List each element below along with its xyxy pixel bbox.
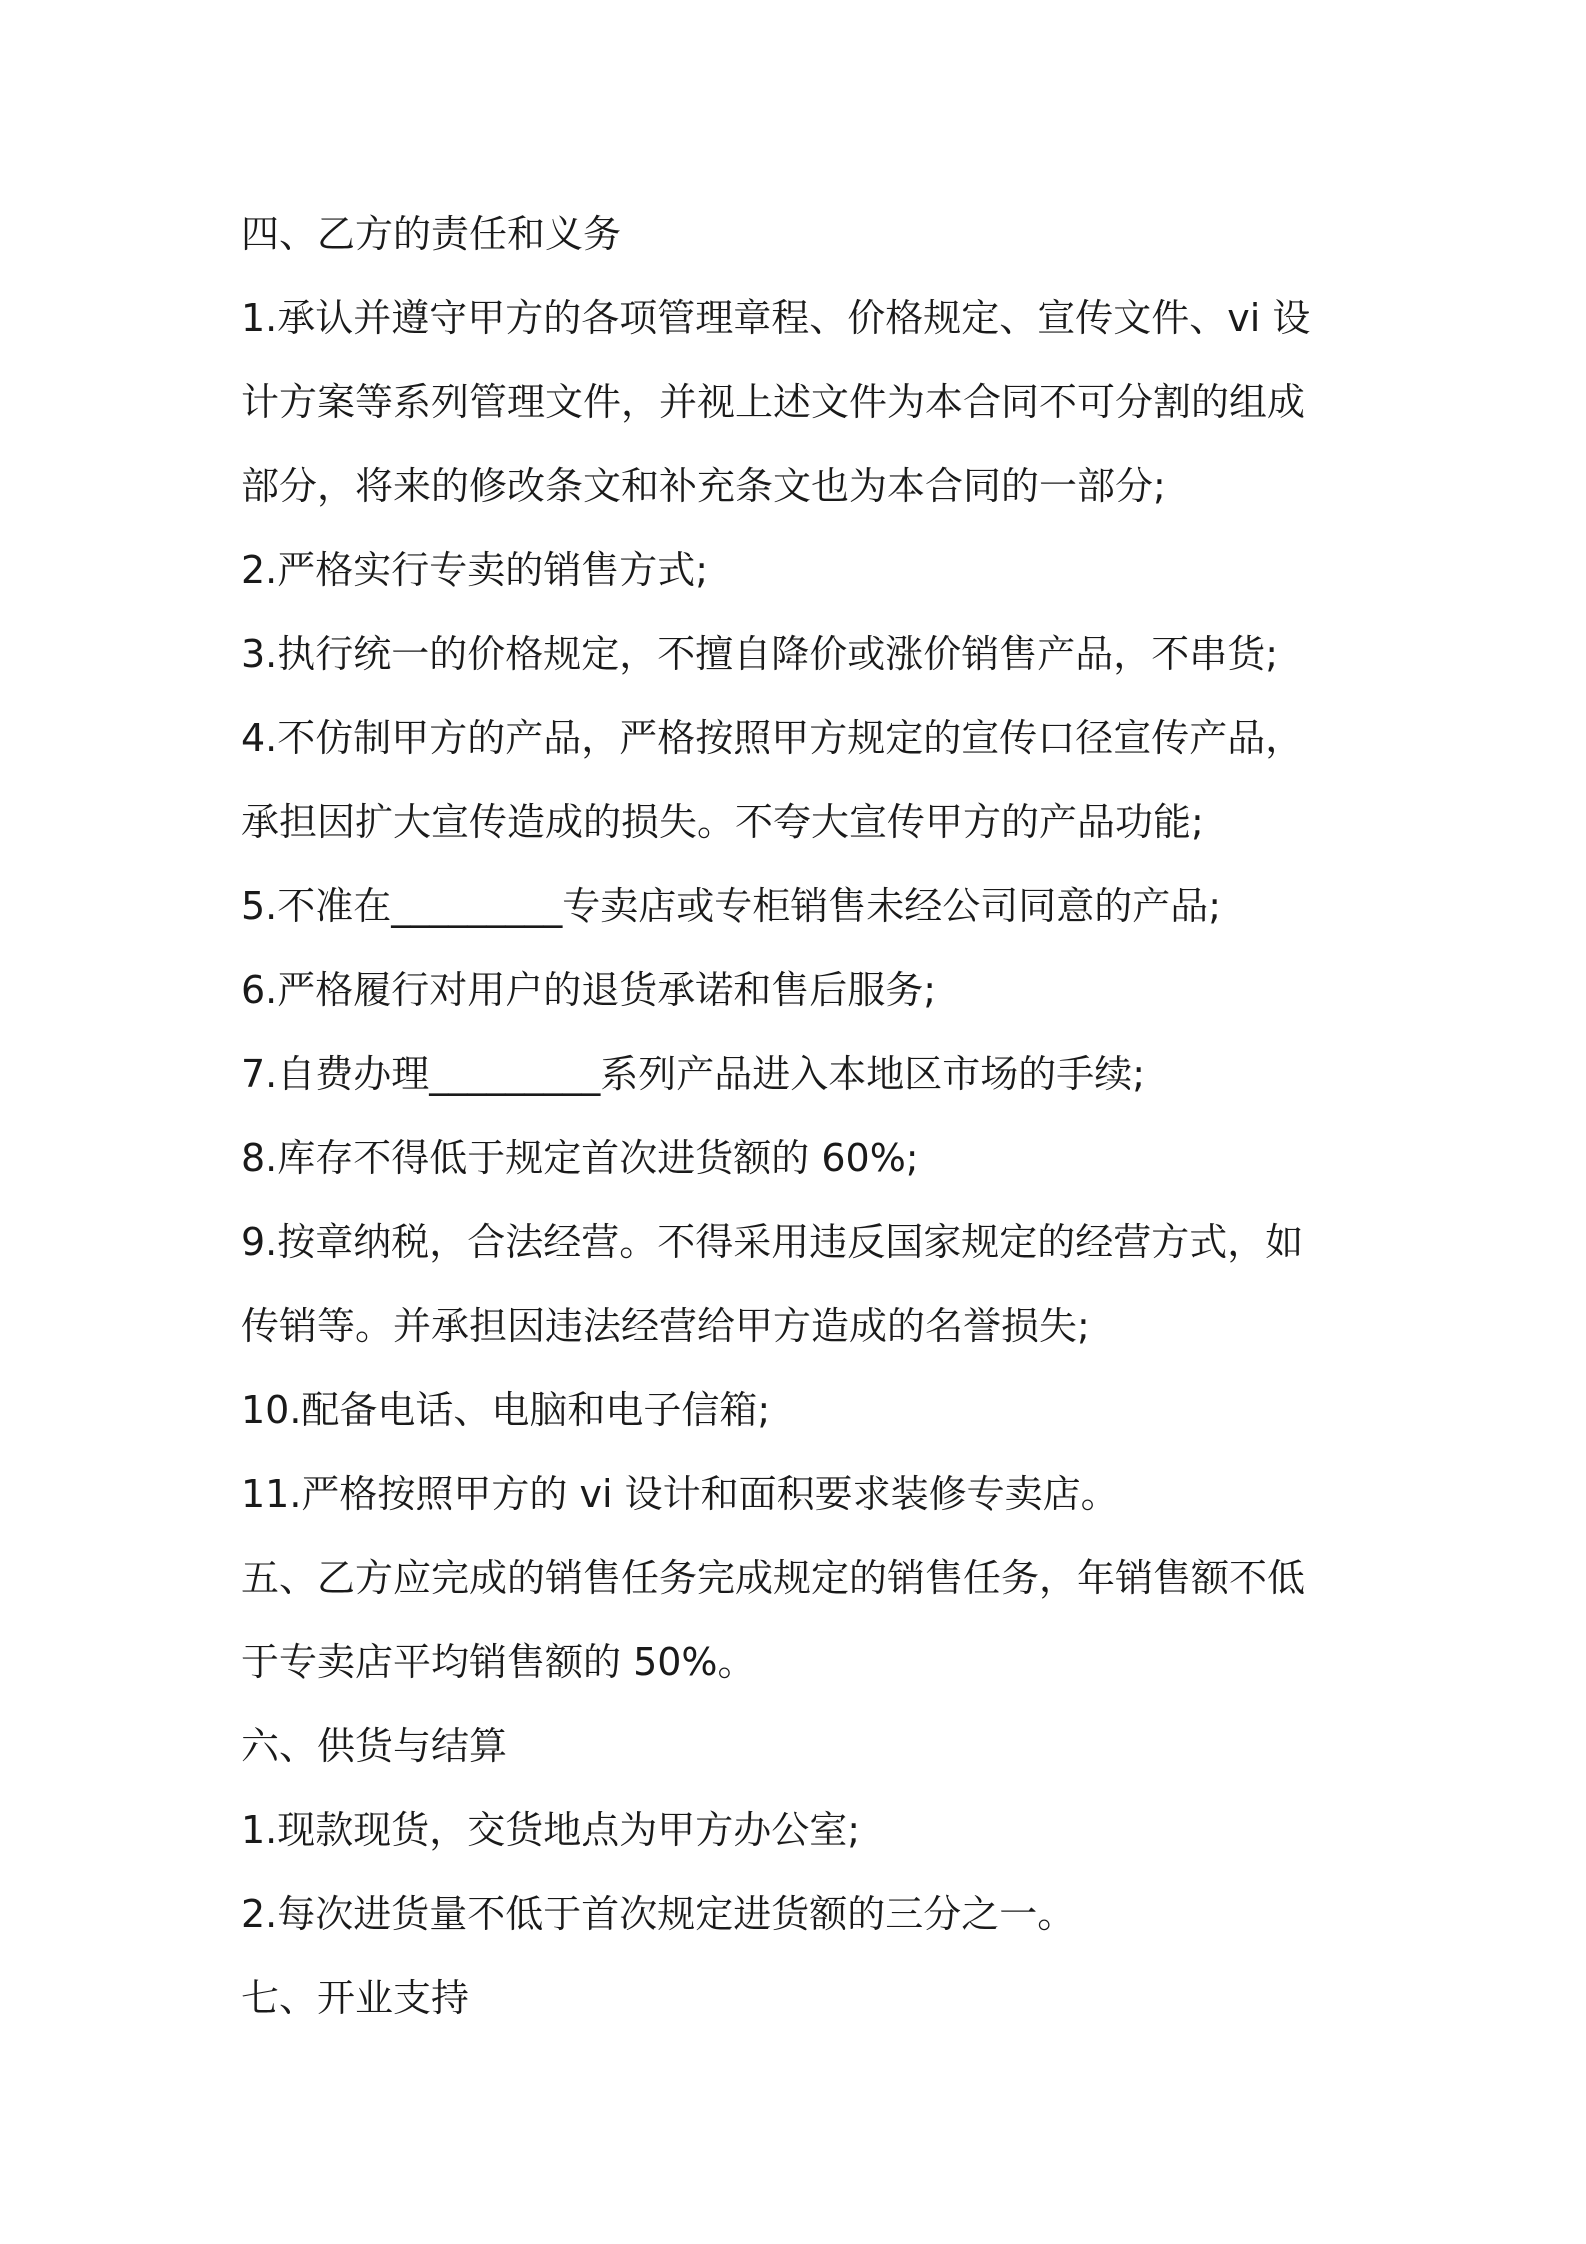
- paragraph-line: 7.自费办理_________系列产品进入本地区市场的手续;: [241, 1052, 1146, 1096]
- paragraph-line: 2.严格实行专卖的销售方式;: [241, 548, 709, 592]
- section-heading-5: 五、乙方应完成的销售任务完成规定的销售任务，年销售额不低: [241, 1556, 1306, 1600]
- paragraph-line: 1.现款现货，交货地点为甲方办公室;: [241, 1808, 861, 1852]
- section-heading-7: 七、开业支持: [241, 1976, 470, 2020]
- document-body: [241, 192, 1361, 2040]
- paragraph-line: 计方案等系列管理文件，并视上述文件为本合同不可分割的组成: [241, 380, 1306, 424]
- paragraph-line: 6.严格履行对用户的退货承诺和售后服务;: [241, 968, 937, 1012]
- section-heading-6: 六、供货与结算: [241, 1724, 508, 1768]
- paragraph-line: 承担因扩大宣传造成的损失。不夸大宣传甲方的产品功能;: [241, 800, 1204, 844]
- paragraph-line: 传销等。并承担因违法经营给甲方造成的名誉损失;: [241, 1304, 1090, 1348]
- paragraph-line: 部分，将来的修改条文和补充条文也为本合同的一部分;: [241, 464, 1166, 508]
- paragraph-line: 3.执行统一的价格规定，不擅自降价或涨价销售产品，不串货;: [241, 632, 1279, 676]
- paragraph-line: 9.按章纳税，合法经营。不得采用违反国家规定的经营方式，如: [241, 1220, 1304, 1264]
- paragraph-line: 于专卖店平均销售额的 50%。: [241, 1640, 756, 1684]
- paragraph-line: 8.库存不得低于规定首次进货额的 60%;: [241, 1136, 919, 1180]
- paragraph-line: 11.严格按照甲方的 vi 设计和面积要求装修专卖店。: [241, 1472, 1119, 1516]
- paragraph-line: 5.不准在_________专卖店或专柜销售未经公司同意的产品;: [241, 884, 1222, 928]
- paragraph-line: 10.配备电话、电脑和电子信箱;: [241, 1388, 771, 1432]
- paragraph-line: 2.每次进货量不低于首次规定进货额的三分之一。: [241, 1892, 1076, 1936]
- section-heading-4: 四、乙方的责任和义务: [241, 212, 622, 256]
- paragraph-line: 1.承认并遵守甲方的各项管理章程、价格规定、宣传文件、vi 设: [241, 296, 1311, 340]
- paragraph-line: 4.不仿制甲方的产品，严格按照甲方规定的宣传口径宣传产品，: [241, 716, 1304, 760]
